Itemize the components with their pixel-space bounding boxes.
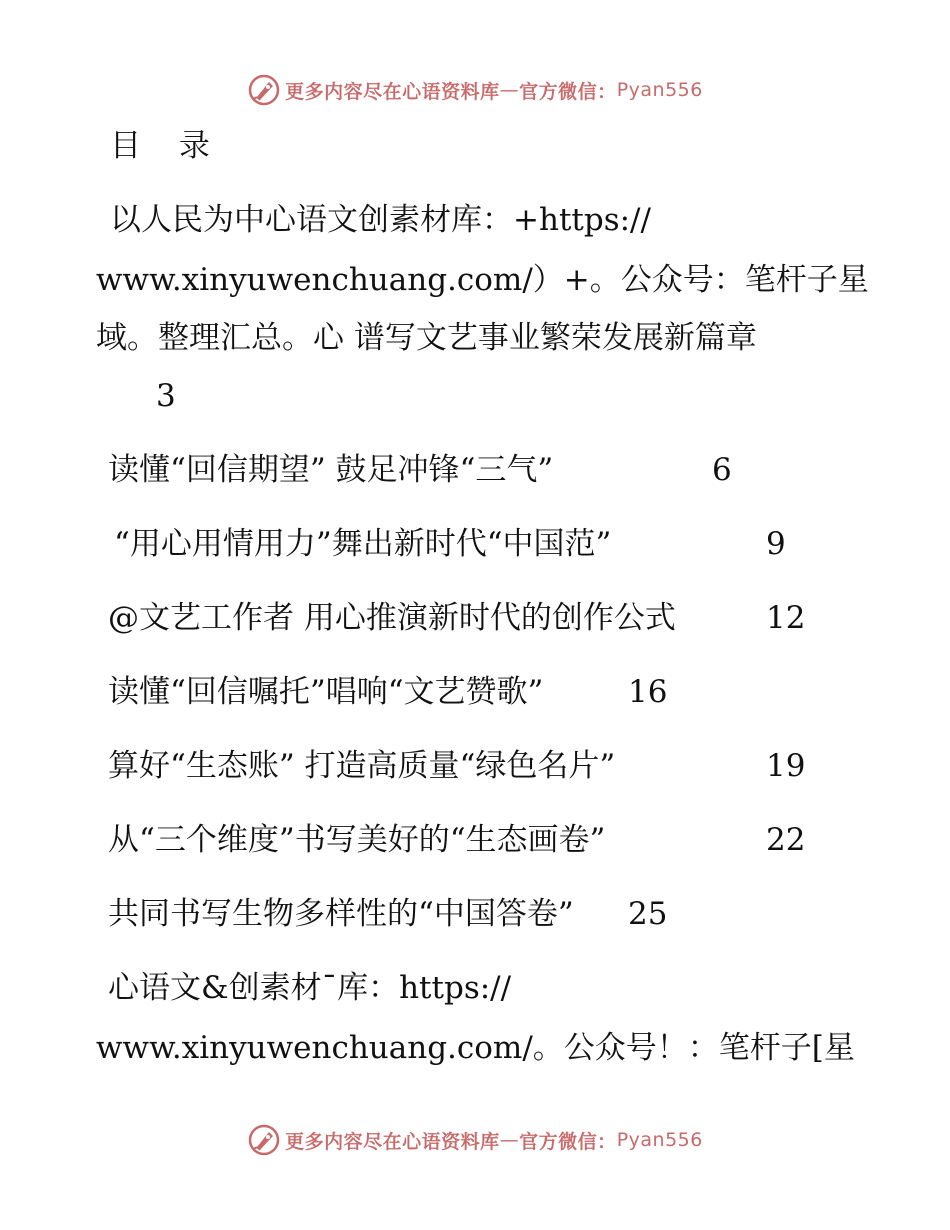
toc-entry-page[interactable]: 25: [628, 896, 668, 932]
footer-watermark-banner: [0, 1122, 950, 1158]
toc-entry-title[interactable]: “用心用情用力”舞出新时代“中国范”: [114, 526, 612, 562]
toc-footer-line: www.xinyuwenchuang.com/。公众号！：笔杆子[星: [96, 1030, 855, 1066]
banner-separator: —: [499, 1129, 520, 1151]
toc-entry-page[interactable]: 9: [766, 526, 786, 562]
toc-entry-page[interactable]: 6: [712, 452, 732, 488]
toc-entry-page[interactable]: 16: [628, 674, 668, 710]
banner-main-text: 更多内容尽在心语资料库: [285, 80, 500, 103]
toc-intro-line: www.xinyuwenchuang.com/）+。公众号：笔杆子星: [96, 262, 869, 298]
toc-title: 目 录: [110, 128, 224, 164]
toc-entry-title[interactable]: 读懂“回信期望” 鼓足冲锋“三气”: [108, 452, 554, 488]
toc-entry-title[interactable]: @文艺工作者 用心推演新时代的创作公式: [108, 600, 676, 636]
toc-entry-page[interactable]: 12: [766, 600, 806, 636]
banner-wechat-id: Pyan556: [616, 79, 703, 101]
toc-entry-title[interactable]: 读懂“回信嘱托”唱响“文艺赞歌”: [108, 674, 544, 710]
banner-separator: —: [499, 79, 520, 101]
toc-entry-page[interactable]: 22: [766, 822, 806, 858]
toc-footer-line: 心语文&创素材¯库：https://: [108, 970, 512, 1006]
pen-nib-logo-icon: [247, 1123, 281, 1157]
toc-entry-title[interactable]: 共同书写生物多样性的“中国答卷”: [108, 896, 574, 932]
toc-entry-title[interactable]: 算好“生态账” 打造高质量“绿色名片”: [108, 748, 616, 784]
toc-intro-page-number: 3: [156, 378, 176, 414]
toc-entry-title[interactable]: 从“三个维度”书写美好的“生态画卷”: [108, 822, 606, 858]
toc-intro-line: 域。整理汇总。心 谱写文艺事业繁荣发展新篇章: [96, 320, 757, 356]
banner-wechat-label: 官方微信：: [519, 80, 617, 103]
toc-intro-line: 以人民为中心语文创素材库：+https://: [110, 202, 651, 238]
banner-main-text: 更多内容尽在心语资料库: [285, 1130, 500, 1153]
banner-wechat-id: Pyan556: [616, 1129, 703, 1151]
toc-entry-page[interactable]: 19: [766, 748, 806, 784]
banner-wechat-label: 官方微信：: [519, 1130, 617, 1153]
